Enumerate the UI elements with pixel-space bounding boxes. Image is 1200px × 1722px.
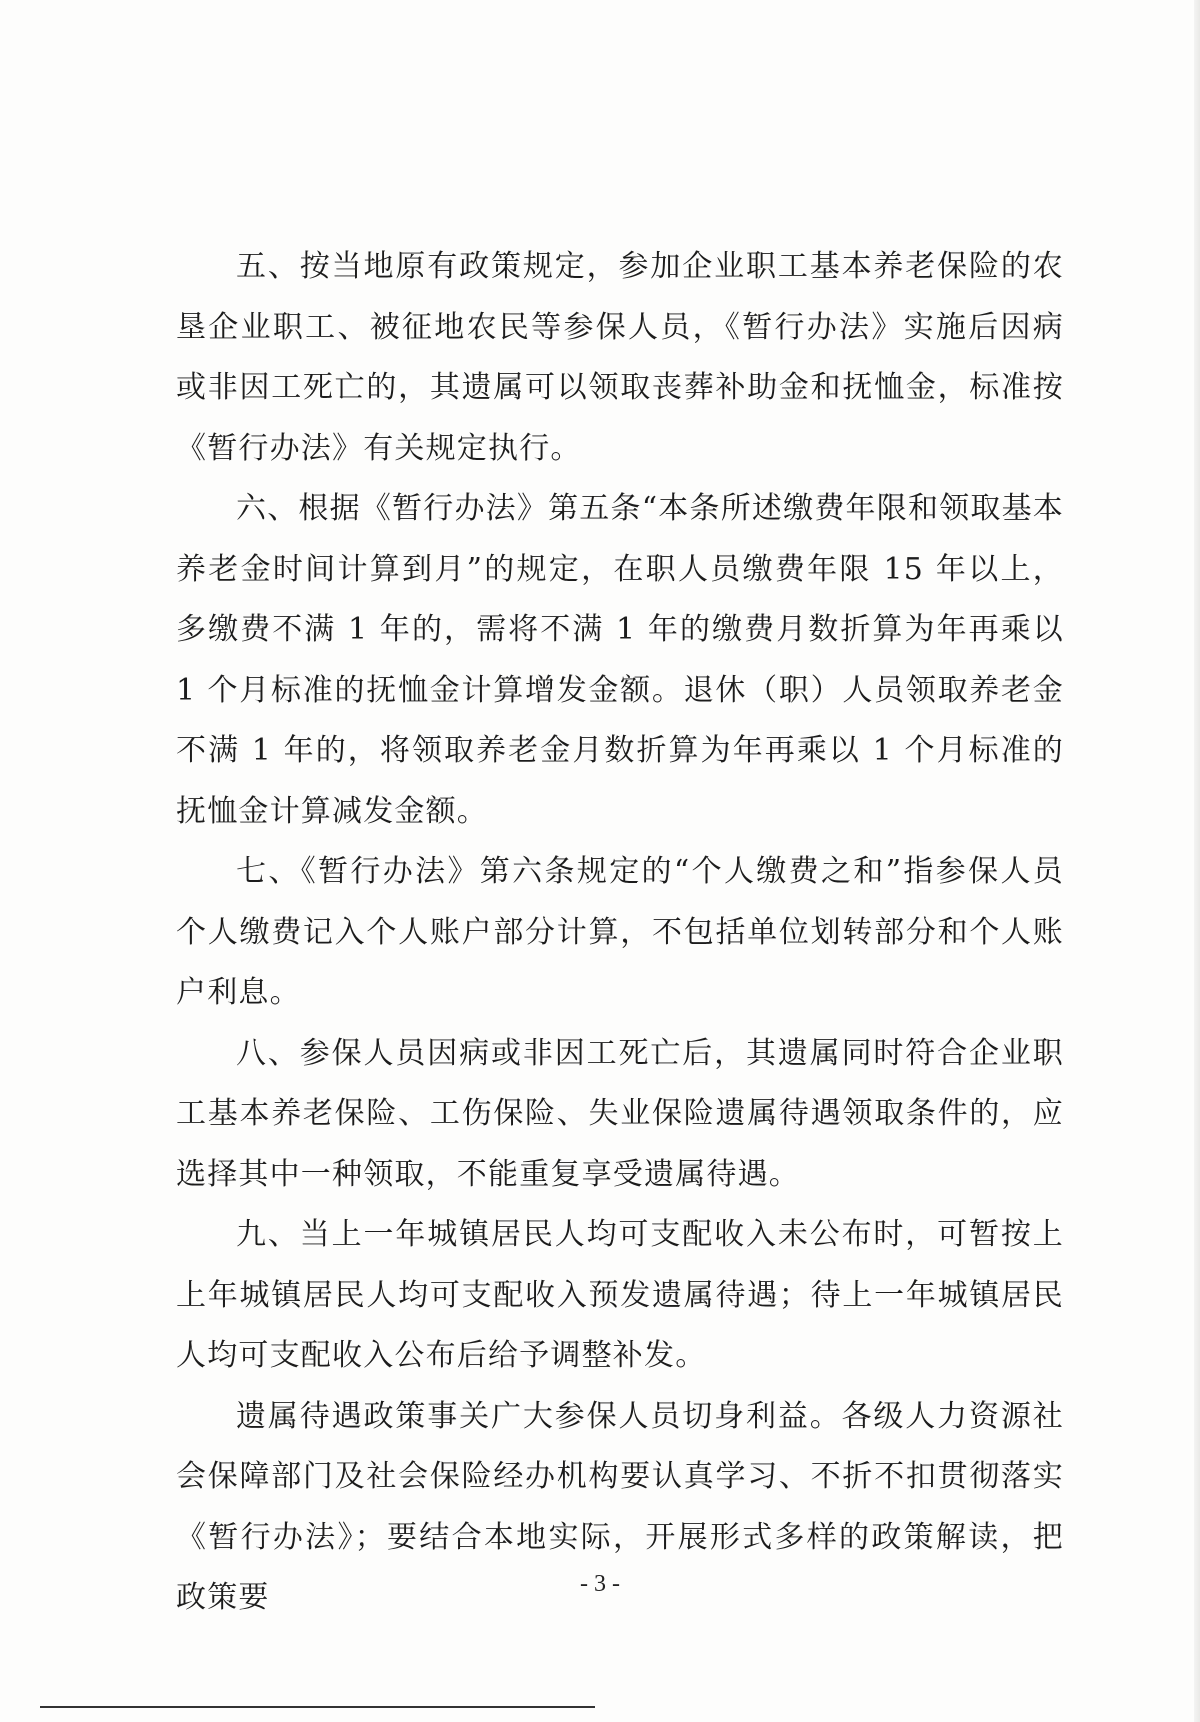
paragraph-item-8: 八、参保人员因病或非因工死亡后，其遗属同时符合企业职工基本养老保险、工伤保险、失业保险遗属待遇领取条件的，应选择其中一种领取，不能重复享受遗属待遇。 [176, 1035, 1064, 1192]
document-body [176, 237, 1064, 1629]
paragraph-item-5: 五、按当地原有政策规定，参加企业职工基本养老保险的农垦企业职工、被征地农民等参保人员，《暂行办法》实施后因病或非因工死亡的，其遗属可以领取丧葬补助金和抚恤金，标准按《暂行办法》有关规定执行。 [176, 249, 1064, 466]
bottom-divider [40, 1706, 595, 1708]
paragraph-item-7: 七、《暂行办法》第六条规定的“个人缴费之和”指参保人员个人缴费记入个人账户部分计算，不包括单位划转部分和个人账户利息。 [176, 854, 1064, 1010]
paragraph-item-6: 六、根据《暂行办法》第五条“本条所述缴费年限和领取基本养老金时间计算到月”的规定，在职人员缴费年限 15 年以上，多缴费不满 1 年的，需将不满 1 年的缴费月数折算为年再乘以 1 个月标准的抚恤金计算增发金额。退休（职）人员领取养老金不满 1 年的，将领取养老金月数折算为年再乘以 1 个月标准的抚恤金计算减发金额。 [176, 491, 1064, 829]
page-number: - 3 - [580, 1571, 620, 1597]
paragraph-closing: 遗属待遇政策事关广大参保人员切身利益。各级人力资源社会保障部门及社会保险经办机构要认真学习、不折不扣贯彻落实《暂行办法》；要结合本地实际，开展形式多样的政策解读，把政策要 [176, 1398, 1064, 1615]
scan-edge [1194, 0, 1200, 1722]
paragraph-item-9: 九、当上一年城镇居民人均可支配收入未公布时，可暂按上上年城镇居民人均可支配收入预发遗属待遇；待上一年城镇居民人均可支配收入公布后给予调整补发。 [176, 1217, 1064, 1373]
